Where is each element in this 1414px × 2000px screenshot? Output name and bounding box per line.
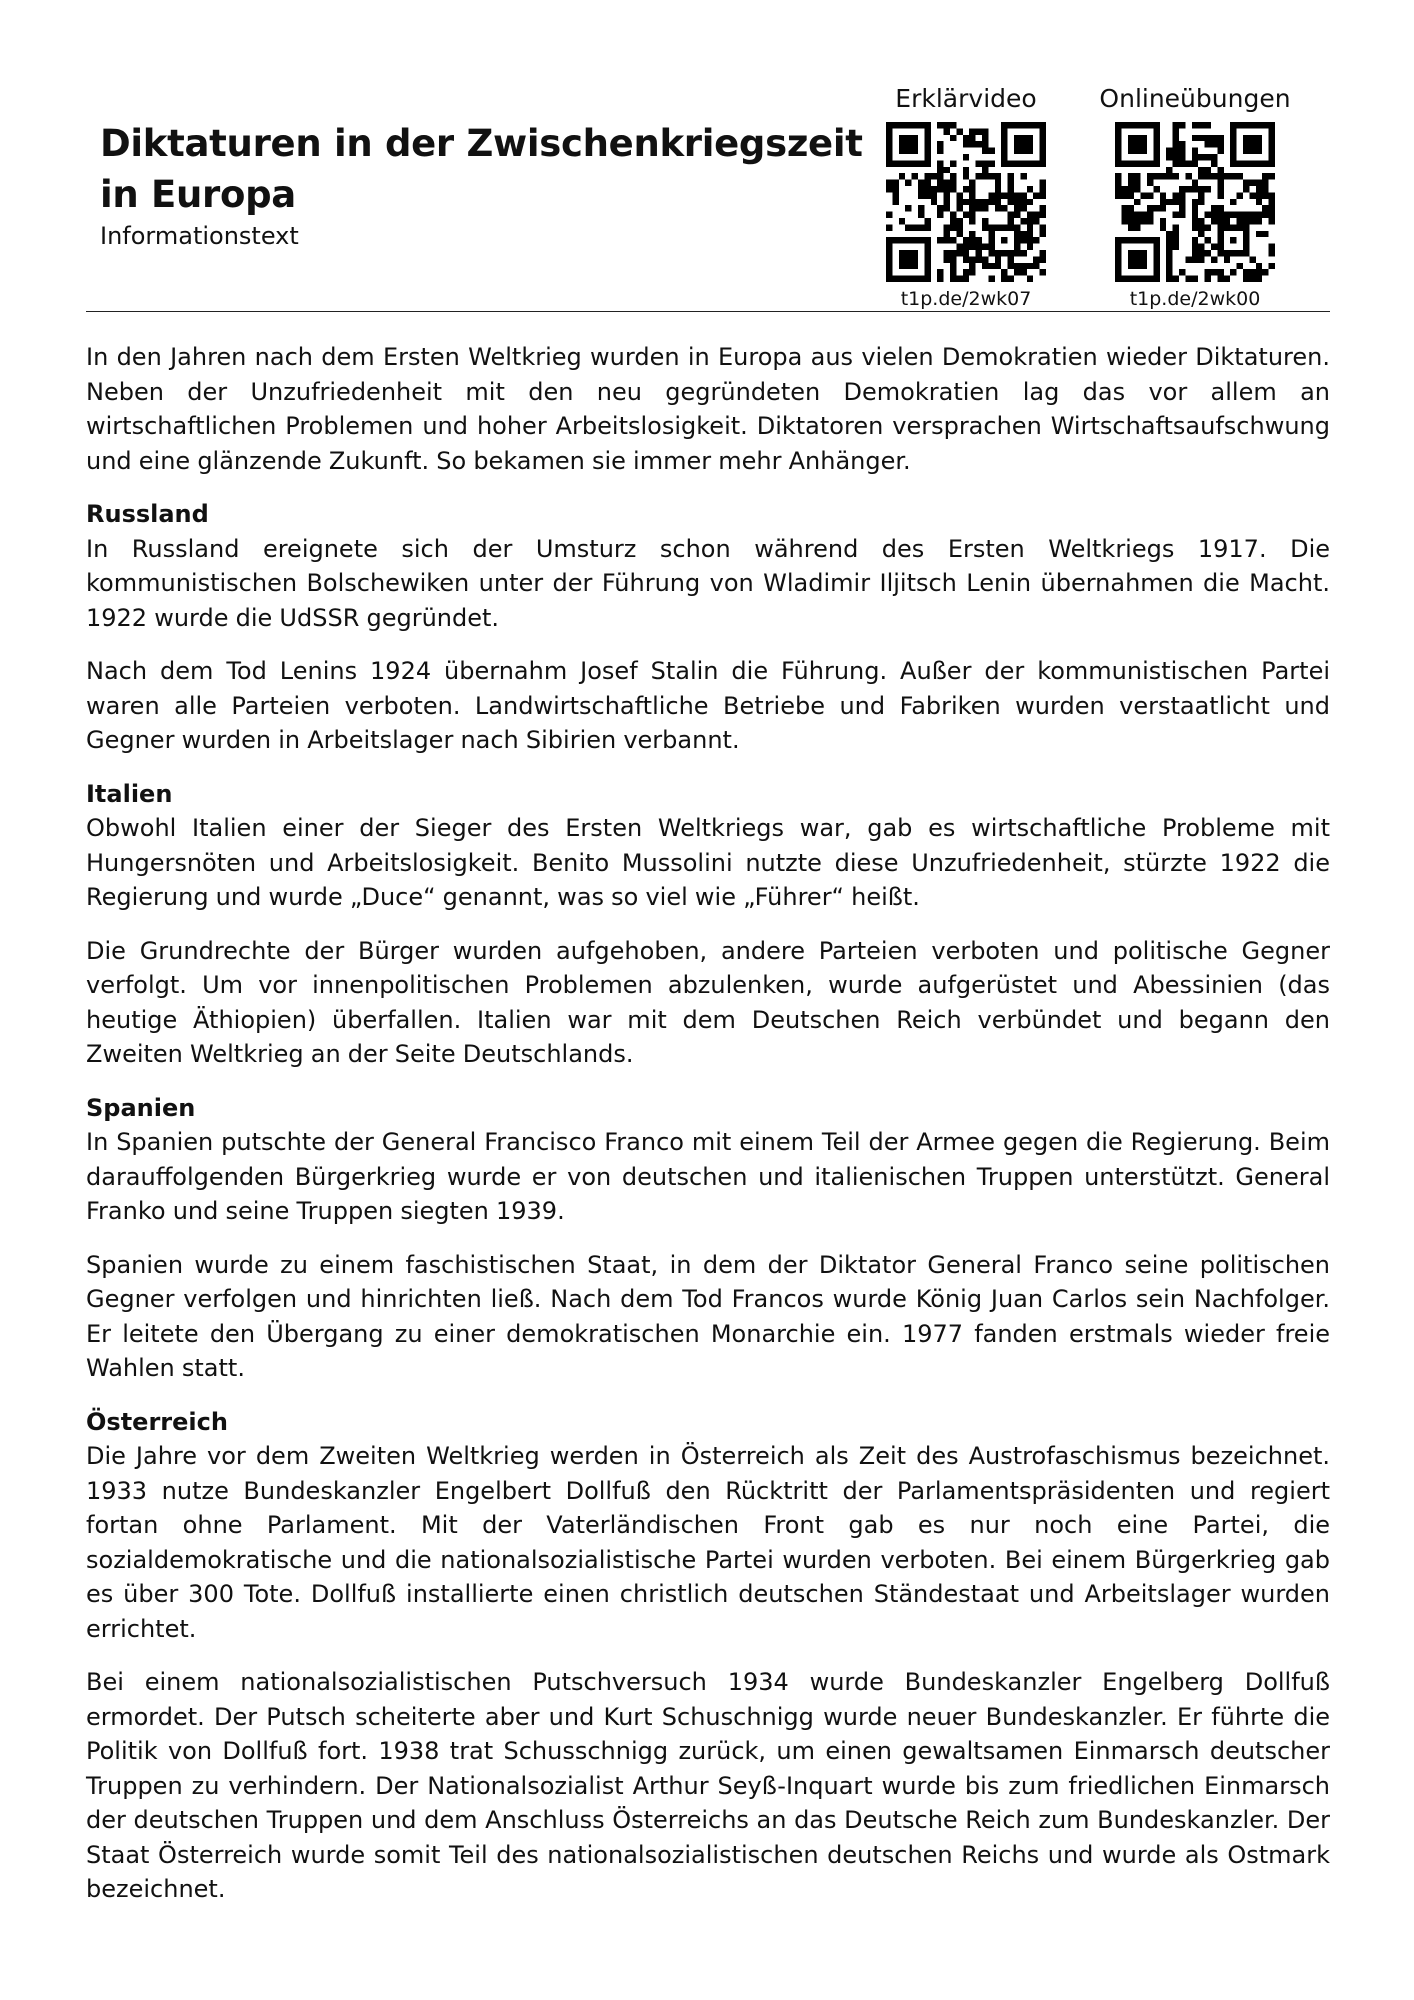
section-paragraph: In Russland ereignete sich der Umsturz schon während des Ersten Weltkriegs 1917. Die kommunistischen Bolschewiken unter der Führung von Wladimir Iljitsch Lenin übernahmen die Macht. 1922 wurde die UdSSR gegründet. — [86, 534, 1330, 632]
qr-caption-exercises: Onlineübungen — [1099, 84, 1291, 113]
section-heading-italien: Italien — [86, 779, 173, 808]
page-title — [100, 118, 863, 220]
intro-paragraph: In den Jahren nach dem Ersten Weltkrieg wurden in Europa aus vielen Demokratien wieder Diktaturen. Neben der Unzufriedenheit mit den neu gegründeten Demokratien lag das vor allem an wirtschaftlichen Problemen und hoher Arbeitslosigkeit. Diktatoren versprachen Wirtschaftsaufschwung und eine glänzende Zukunft. So bekamen sie immer mehr Anhänger. — [86, 343, 1330, 475]
section-paragraph: Obwohl Italien einer der Sieger des Ersten Weltkriegs war, gab es wirtschaftliche Probleme mit Hungersnöten und Arbeitslosigkeit. Benito Mussolini nutzte diese Unzufriedenheit, stürzte 1922 die Regierung und wurde „Duce“ genannt, was so viel wie „Führer“ heißt. — [86, 814, 1330, 911]
title-line-2: in Europa — [100, 173, 296, 216]
section-paragraph: Bei einem nationalsozialistischen Putschversuch 1934 wurde Bundeskanzler Engelberg Dollfuß ermordet. Der Putsch scheiterte aber und Kurt Schuschnigg wurde neuer Bundeskanzler. Er führte die Politik von Dollfuß fort. 1938 trat Schusschnigg zurück, um einen gewaltsamen Einmarsch deutscher Truppen zu verhindern. Der Nationalsozialist Arthur Seyß-Inquart wurde bis zum friedlichen Einmarsch der deutschen Truppen und dem Anschluss Österreichs an das Deutsche Reich zum Bundeskanzler. Der Staat Österreich wurde somit Teil des nationalsozialistischen deutschen Reichs und wurde als Ostmark bezeichnet. — [86, 1668, 1330, 1903]
header-divider — [86, 311, 1330, 312]
section-heading-spanien: Spanien — [86, 1093, 196, 1122]
section-paragraph: Die Grundrechte der Bürger wurden aufgehoben, andere Parteien verboten und politische Gegner verfolgt. Um vor innenpolitischen Problemen abzulenken, wurde aufgerüstet und Abessinien (das heutige Äthiopien) überfallen. Italien war mit dem Deutschen Reich verbündet und begann den Zweiten Weltkrieg an der Seite Deutschlands. — [86, 936, 1330, 1068]
worksheet-header — [86, 84, 1330, 312]
qr-block-video — [876, 84, 1056, 310]
qr-code-icon[interactable] — [886, 122, 1046, 282]
section-heading-russland: Russland — [86, 500, 209, 528]
qr-block-exercises — [1095, 84, 1295, 310]
section-paragraph: In Spanien putschte der General Francisco Franco mit einem Teil der Armee gegen die Regierung. Beim darauffolgenden Bürgerkrieg wurde er von deutschen und italienischen Truppen unterstützt. General Franko und seine Truppen siegten 1939. — [86, 1128, 1330, 1225]
section-paragraph: Die Jahre vor dem Zweiten Weltkrieg werden in Österreich als Zeit des Austrofaschismus bezeichnet. 1933 nutze Bundeskanzler Engelbert Dollfuß den Rücktritt der Parlamentspräsidenten und regiert fortan ohne Parlament. Mit der Vaterländischen Front gab es nur noch eine Partei, die sozialdemokratische und die nationalsozialistische Partei wurden verboten. Bei einem Bürgerkrieg gab es über 300 Tote. Dollfuß installierte einen christlich deutschen Ständestaat und Arbeitslager wurden errichtet. — [86, 1442, 1330, 1643]
qr-caption-video: Erklärvideo — [895, 84, 1037, 113]
article-body — [86, 340, 1330, 1926]
qr-link-exercises[interactable]: t1p.de/2wk00 — [1129, 288, 1261, 310]
page-subtitle: Informationstext — [100, 222, 299, 250]
section-paragraph: Spanien wurde zu einem faschistischen Staat, in dem der Diktator General Franco seine politischen Gegner verfolgen und hinrichten ließ. Nach dem Tod Francos wurde König Juan Carlos sein Nachfolger. Er leitete den Übergang zu einer demokratischen Monarchie ein. 1977 fanden erstmals wieder freie Wahlen statt. — [86, 1250, 1330, 1382]
qr-link-video[interactable]: t1p.de/2wk07 — [900, 288, 1032, 310]
title-line-1: Diktaturen in der Zwischenkriegszeit — [100, 122, 863, 165]
section-paragraph: Nach dem Tod Lenins 1924 übernahm Josef Stalin die Führung. Außer der kommunistischen Partei waren alle Parteien verboten. Landwirtschaftliche Betriebe und Fabriken wurden verstaatlicht und Gegner wurden in Arbeitslager nach Sibirien verbannt. — [86, 657, 1330, 754]
section-heading-oesterreich: Österreich — [86, 1407, 228, 1436]
qr-code-icon[interactable] — [1115, 122, 1275, 282]
